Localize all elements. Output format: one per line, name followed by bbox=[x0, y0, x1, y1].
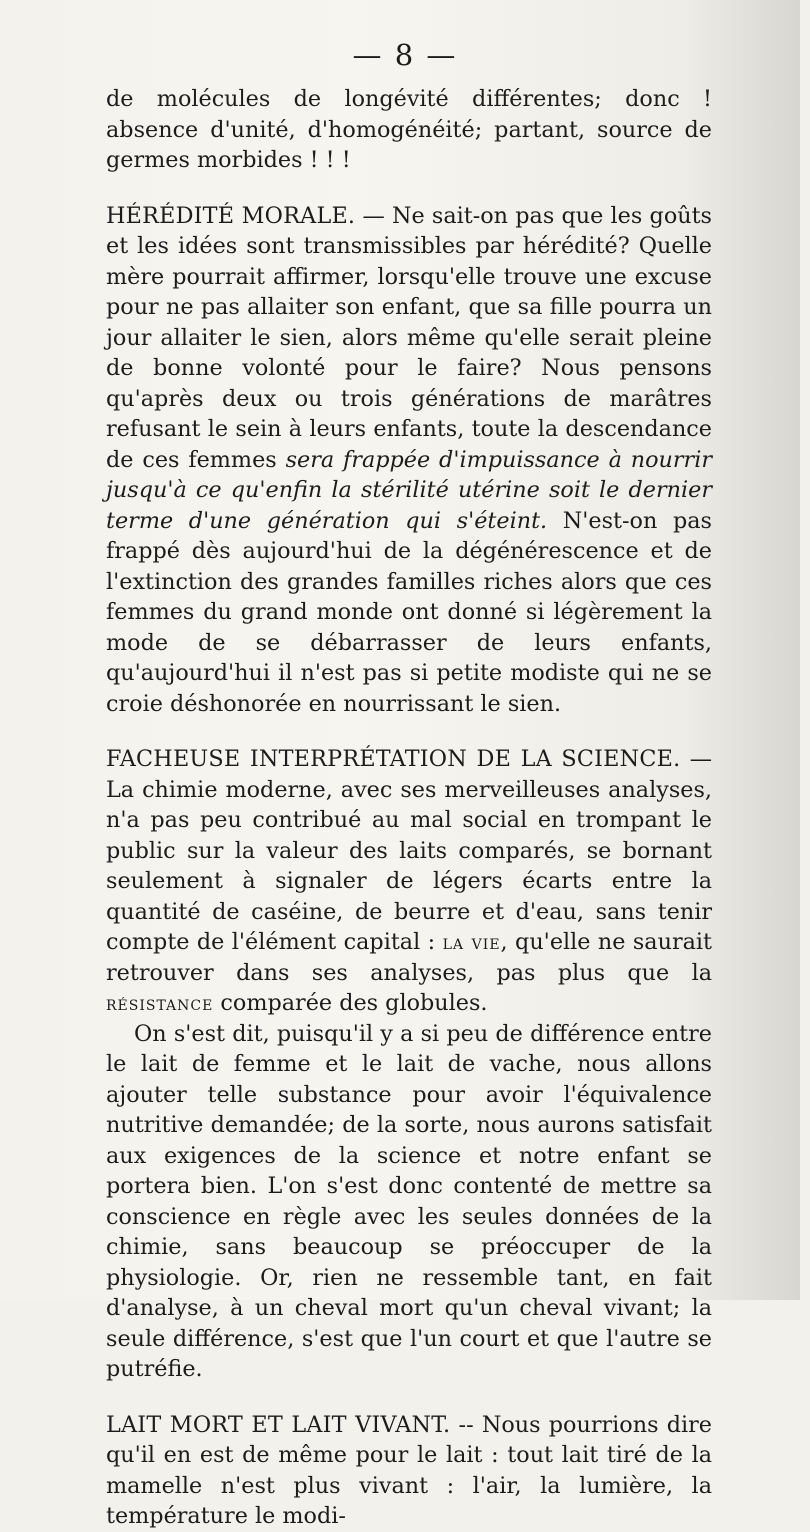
paragraph-text: -- Nous pourrions dire qu'il en est de même pour le lait : tout lait tiré de la mamelle n'est plus vivant : l'air, la lumière, la température le modi- bbox=[106, 1411, 712, 1529]
paragraph-cheval: On s'est dit, puisqu'il y a si peu de différence entre le lait de femme et le lait de vache, nous allons ajouter telle substance pour avoir l'équivalence nutritive demandée; de la sorte, nous aurons satisfait aux exigences de la science et notre enfant se portera bien. L'on s'est donc contenté de mettre sa conscience en règle avec les seules données de la chimie, sans beaucoup se préoccuper de la physiologie. Or, rien ne ressemble tant, en fait d'analyse, à un cheval mort qu'un cheval vivant; la seule différence, s'est que l'un court et que l'autre se putréfie. bbox=[106, 1020, 712, 1382]
small-caps-la-vie: la vie bbox=[442, 930, 501, 954]
paragraph-text: — Ne sait-on pas que les goûts et les idées sont transmissibles par hérédité? Quelle mère pourrait affirmer, lorsqu'elle trouve une excuse pour ne pas allaiter son enfant, que sa fille pourra un jour allaiter le sien, alors même qu'elle serait pleine de bonne volonté pour le faire? Nous pensons qu'après deux ou trois générations de marâtres refusant le sein à leurs enfants, toute la descendance de ces femmes bbox=[106, 202, 713, 473]
page-body bbox=[106, 84, 712, 1532]
paragraph-continuation: de molécules de longévité différentes; donc ! absence d'unité, d'homogénéité; partant, source de germes morbides ! ! ! bbox=[106, 86, 712, 173]
paragraph-text: comparée des globules. bbox=[213, 990, 488, 1016]
paragraph-text: — La chimie moderne, avec ses merveilleuses analyses, n'a pas peu contribué au mal social en trompant le public sur la valeur des laits comparés, se bornant seulement à signaler de légers écarts entre la quantité de caséine, de beurre et d'eau, sans tenir compte de l'élément capital : bbox=[106, 746, 712, 955]
small-caps-resistance: résistance bbox=[106, 991, 214, 1015]
section-heading-facheuse-interpretation: FACHEUSE INTERPRÉTATION DE LA SCIENCE. bbox=[106, 746, 681, 772]
paragraph-text: , qu'elle ne saurait retrouver dans ses analyses, pas plus que la bbox=[106, 929, 712, 986]
paragraph-facheuse-interpretation bbox=[106, 744, 712, 1019]
section-heading-lait-mort: LAIT MORT ET LAIT VIVANT. bbox=[106, 1411, 451, 1438]
paragraph-lait-mort bbox=[106, 1410, 712, 1532]
section-heading-heredite-morale: HÉRÉDITÉ MORALE. bbox=[106, 202, 356, 229]
italic-passage: sera frappée d'impuissance à nourrir jusqu'à ce qu'enfin la stérilité utérine soit le dernier terme d'une génération qui s'éteint. bbox=[106, 446, 712, 534]
paragraph-heredite-morale bbox=[106, 201, 712, 720]
page-number: — 8 — bbox=[352, 38, 458, 72]
paragraph-text: N'est-on pas frappé dès aujourd'hui de la dégénérescence et de l'extinction des grandes familles riches alors que ces femmes du grand monde ont donné si légèrement la mode de se débarrasser de leurs enfants, qu'aujourd'hui il n'est pas si petite modiste qui ne se croie déshonorée en nourrissant le sien. bbox=[106, 507, 712, 717]
